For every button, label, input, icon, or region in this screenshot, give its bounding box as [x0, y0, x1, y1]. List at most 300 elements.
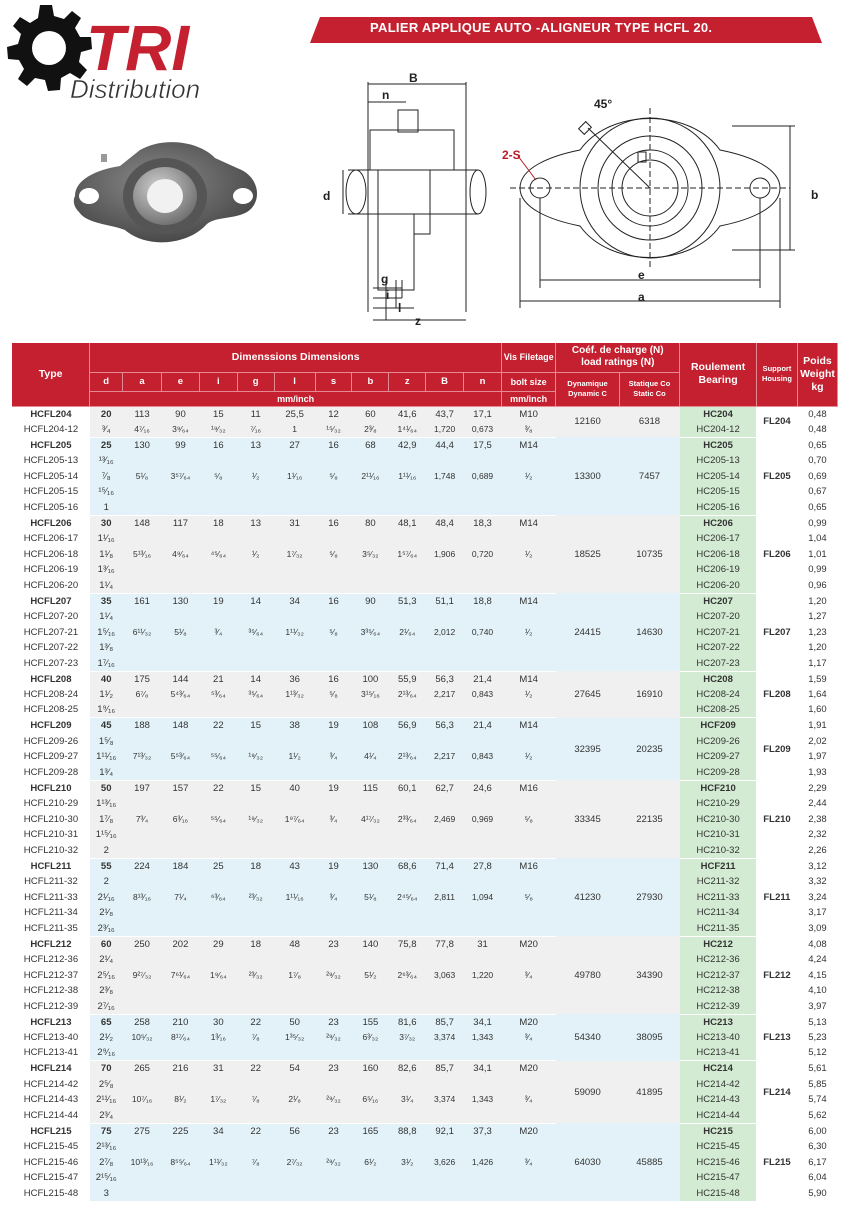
cell-a	[123, 562, 162, 578]
bearing-cell: HC209-27	[680, 749, 757, 765]
cell-B	[426, 500, 464, 516]
cell-s	[315, 1108, 352, 1124]
bearing-cell: HCF210	[680, 780, 757, 796]
cell-d: 2³⁄₄	[90, 1108, 123, 1124]
weight-cell: 0,65	[797, 500, 837, 516]
header-dynamic	[556, 372, 619, 406]
dim-label-d: d	[323, 189, 331, 203]
cell-g	[237, 609, 274, 625]
cell-d: 65	[90, 1014, 123, 1030]
weight-cell: 1,59	[797, 671, 837, 687]
weight-cell: 1,91	[797, 718, 837, 734]
weight-cell: 3,09	[797, 921, 837, 937]
cell-z	[389, 484, 426, 500]
dim-label-n: n	[382, 88, 390, 102]
cell-i	[199, 453, 237, 469]
cell-B: 2,012	[426, 624, 464, 640]
cell-e: 202	[162, 936, 200, 952]
cell-g: 22	[237, 1061, 274, 1077]
cell-i: ⁵⁵⁄₆₄	[199, 749, 237, 765]
cell-z	[389, 827, 426, 843]
cell-z: 42,9	[389, 437, 426, 453]
cell-l: 31	[274, 515, 315, 531]
cell-a	[123, 921, 162, 937]
cell-bolt	[502, 765, 556, 781]
cell-d: 1³⁄₈	[90, 640, 123, 656]
weight-cell: 2,02	[797, 733, 837, 749]
cell-s	[315, 656, 352, 672]
cell-bolt	[502, 1108, 556, 1124]
table-row	[12, 687, 838, 703]
weight-cell: 2,44	[797, 796, 837, 812]
cell-i: 18	[199, 515, 237, 531]
bearing-cell: HC207-23	[680, 656, 757, 672]
cell-n	[464, 1139, 502, 1155]
cell-l: 2⁷⁄₃₂	[274, 1155, 315, 1171]
header-weight-unit: kg	[811, 380, 824, 393]
dynamic-load: 64030	[556, 1123, 619, 1201]
cell-l	[274, 1170, 315, 1186]
cell-B	[426, 640, 464, 656]
cell-g: 15	[237, 780, 274, 796]
cell-n: 1,220	[464, 967, 502, 983]
cell-g: ¹⁄₂	[237, 546, 274, 562]
cell-i	[199, 796, 237, 812]
cell-z: 2¹³⁄₆₄	[389, 749, 426, 765]
type-cell: HCFL212-39	[12, 999, 90, 1015]
spec-group-fl205	[12, 437, 838, 515]
cell-b	[352, 827, 389, 843]
cell-a: 6⁷⁄₈	[123, 687, 162, 703]
header-col-d: d	[90, 372, 123, 391]
cell-s	[315, 500, 352, 516]
cell-e: 144	[162, 671, 200, 687]
table-row	[12, 1155, 838, 1171]
cell-b: 6³⁄₃₂	[352, 1030, 389, 1046]
table-row	[12, 593, 838, 609]
type-cell: HCFL207-21	[12, 624, 90, 640]
cell-B: 85,7	[426, 1061, 464, 1077]
table-row	[12, 718, 838, 734]
weight-cell: 2,29	[797, 780, 837, 796]
cell-bolt	[502, 702, 556, 718]
cell-s	[315, 1045, 352, 1061]
cell-a	[123, 500, 162, 516]
cell-s: ⁵⁄₈	[315, 687, 352, 703]
cell-g: 18	[237, 936, 274, 952]
table-row	[12, 1186, 838, 1202]
cell-a: 250	[123, 936, 162, 952]
header-col-a: a	[123, 372, 162, 391]
cell-z	[389, 1139, 426, 1155]
bearing-cell: HC212-39	[680, 999, 757, 1015]
cell-bolt: M20	[502, 1123, 556, 1139]
header-col-b: b	[352, 372, 389, 391]
cell-b: 2¹¹⁄₁₆	[352, 468, 389, 484]
cell-i	[199, 640, 237, 656]
cell-z	[389, 874, 426, 890]
cell-a: 5¹⁄₈	[123, 468, 162, 484]
cell-d: 1¹¹⁄₁₆	[90, 749, 123, 765]
cell-l: 54	[274, 1061, 315, 1077]
spec-group-fl207	[12, 593, 838, 671]
weight-cell: 0,48	[797, 406, 837, 422]
cell-b	[352, 578, 389, 594]
cell-d: 1⁷⁄₁₆	[90, 656, 123, 672]
cell-B: 62,7	[426, 780, 464, 796]
cell-e	[162, 1170, 200, 1186]
cell-e: 3⁹⁄₆₄	[162, 422, 200, 438]
cell-z	[389, 453, 426, 469]
cell-g: 13	[237, 515, 274, 531]
cell-d: 2⁵⁄₈	[90, 1077, 123, 1093]
table-row	[12, 952, 838, 968]
bearing-cell: HC206	[680, 515, 757, 531]
cell-bolt: ³⁄₄	[502, 1155, 556, 1171]
cell-d: 45	[90, 718, 123, 734]
cell-s	[315, 1139, 352, 1155]
cell-bolt: ¹⁄₂	[502, 468, 556, 484]
cell-b	[352, 983, 389, 999]
bearing-cell: HC205-15	[680, 484, 757, 500]
cell-d: 1³⁄₁₆	[90, 562, 123, 578]
cell-a	[123, 999, 162, 1015]
header-dimensions: Dimenssions Dimensions	[90, 343, 502, 372]
type-cell: HCFL215-46	[12, 1155, 90, 1171]
cell-s	[315, 905, 352, 921]
type-cell: HCFL211-32	[12, 874, 90, 890]
table-row	[12, 780, 838, 796]
cell-s	[315, 702, 352, 718]
cell-n: 0,843	[464, 687, 502, 703]
weight-cell: 5,12	[797, 1045, 837, 1061]
cell-B	[426, 1108, 464, 1124]
header-load	[556, 343, 680, 372]
bearing-cell: HC205	[680, 437, 757, 453]
header-dyn-fr: Dynamique	[567, 379, 608, 388]
cell-d: 2⁵⁄₁₆	[90, 967, 123, 983]
weight-cell: 4,08	[797, 936, 837, 952]
cell-a	[123, 640, 162, 656]
housing-cell: FL205	[756, 437, 797, 515]
cell-z	[389, 952, 426, 968]
spec-group-fl204	[12, 406, 838, 437]
dim-label-angle: 45°	[594, 97, 613, 111]
weight-cell: 0,99	[797, 562, 837, 578]
cell-s: 23	[315, 1014, 352, 1030]
cell-z	[389, 500, 426, 516]
cell-a: 224	[123, 858, 162, 874]
cell-n	[464, 609, 502, 625]
cell-l: 1¹¹⁄₁₆	[274, 889, 315, 905]
cell-b	[352, 609, 389, 625]
cell-a: 130	[123, 437, 162, 453]
cell-l	[274, 609, 315, 625]
static-load: 45885	[619, 1123, 679, 1201]
dim-label-z: z	[415, 314, 421, 328]
cell-z: 1¹¹⁄₁₆	[389, 468, 426, 484]
cell-d: 2¹⁄₁₆	[90, 889, 123, 905]
cell-b: 115	[352, 780, 389, 796]
bearing-cell: HC214-44	[680, 1108, 757, 1124]
cell-d: 2¹⁵⁄₁₆	[90, 1170, 123, 1186]
cell-B: 43,7	[426, 406, 464, 422]
cell-b: 5¹⁄₂	[352, 967, 389, 983]
cell-a	[123, 796, 162, 812]
cell-b	[352, 1045, 389, 1061]
cell-b	[352, 656, 389, 672]
cell-B: 44,4	[426, 437, 464, 453]
type-cell: HCFL205-13	[12, 453, 90, 469]
cell-d: 1⁹⁄₁₆	[90, 702, 123, 718]
cell-a	[123, 702, 162, 718]
table-row	[12, 936, 838, 952]
bearing-cell: HC210-31	[680, 827, 757, 843]
table-row	[12, 546, 838, 562]
type-cell: HCFL214-42	[12, 1077, 90, 1093]
cell-g	[237, 1108, 274, 1124]
cell-a	[123, 1139, 162, 1155]
type-cell: HCFL207-22	[12, 640, 90, 656]
header-bearing-fr: Roulement	[690, 361, 746, 374]
cell-z: 82,6	[389, 1061, 426, 1077]
cell-n: 37,3	[464, 1123, 502, 1139]
dynamic-load: 33345	[556, 780, 619, 858]
cell-s	[315, 640, 352, 656]
cell-z	[389, 796, 426, 812]
cell-n: 1,343	[464, 1092, 502, 1108]
cell-g: 14	[237, 593, 274, 609]
table-row	[12, 749, 838, 765]
logo-text-tri: TRI	[86, 12, 190, 84]
table-row	[12, 1123, 838, 1139]
cell-B: 56,3	[426, 718, 464, 734]
cell-n	[464, 921, 502, 937]
table-row	[12, 827, 838, 843]
cell-s: 12	[315, 406, 352, 422]
table-row	[12, 437, 838, 453]
table-row	[12, 406, 838, 422]
header-col-z: z	[389, 372, 426, 391]
weight-cell: 1,20	[797, 593, 837, 609]
cell-a	[123, 983, 162, 999]
cell-e: 5⁴³⁄₆₄	[162, 687, 200, 703]
cell-e	[162, 1186, 200, 1202]
cell-l	[274, 453, 315, 469]
weight-cell: 0,48	[797, 422, 837, 438]
cell-l: 38	[274, 718, 315, 734]
table-row	[12, 562, 838, 578]
cell-l: 1⁷⁄₃₂	[274, 546, 315, 562]
cell-d: 1¹⁄₁₆	[90, 531, 123, 547]
dynamic-load: 24415	[556, 593, 619, 671]
header-load-fr: Coéf. de charge (N)	[571, 345, 664, 357]
cell-d: 60	[90, 936, 123, 952]
cell-b: 3³⁵⁄₆₄	[352, 624, 389, 640]
cell-n	[464, 531, 502, 547]
type-cell: HCFL209-27	[12, 749, 90, 765]
cell-n: 21,4	[464, 718, 502, 734]
cell-a: 197	[123, 780, 162, 796]
header-bearing-en: Bearing	[698, 374, 738, 387]
type-cell: HCFL214	[12, 1061, 90, 1077]
cell-l	[274, 578, 315, 594]
cell-b: 100	[352, 671, 389, 687]
cell-i	[199, 952, 237, 968]
cell-a	[123, 578, 162, 594]
type-cell: HCFL206	[12, 515, 90, 531]
cell-i: ⁵⁵⁄₆₄	[199, 811, 237, 827]
cell-l: 1⁹⁷⁄₆₄	[274, 811, 315, 827]
cell-bolt: M16	[502, 858, 556, 874]
cell-a: 5¹³⁄₁₆	[123, 546, 162, 562]
cell-n	[464, 827, 502, 843]
type-cell: HCFL212-37	[12, 967, 90, 983]
cell-l: 34	[274, 593, 315, 609]
cell-d: 1⁵⁄₁₆	[90, 624, 123, 640]
cell-a: 175	[123, 671, 162, 687]
weight-cell: 1,20	[797, 640, 837, 656]
cell-e	[162, 874, 200, 890]
cell-B	[426, 1139, 464, 1155]
cell-e: 117	[162, 515, 200, 531]
bearing-cell: HC214	[680, 1061, 757, 1077]
cell-z: 41,6	[389, 406, 426, 422]
cell-e: 5¹⁄₈	[162, 624, 200, 640]
table-row	[12, 983, 838, 999]
type-cell: HCFL210-31	[12, 827, 90, 843]
bearing-cell: HC208-24	[680, 687, 757, 703]
cell-e	[162, 656, 200, 672]
cell-d: ³⁄₄	[90, 422, 123, 438]
table-row	[12, 733, 838, 749]
cell-B	[426, 531, 464, 547]
cell-B	[426, 1077, 464, 1093]
cell-n	[464, 562, 502, 578]
cell-b: 130	[352, 858, 389, 874]
cell-z: 3¹⁄₂	[389, 1155, 426, 1171]
cell-s	[315, 921, 352, 937]
cell-bolt	[502, 1186, 556, 1202]
cell-l	[274, 562, 315, 578]
cell-z: 88,8	[389, 1123, 426, 1139]
cell-b: 6¹⁄₂	[352, 1155, 389, 1171]
cell-n: 18,3	[464, 515, 502, 531]
weight-cell: 1,17	[797, 656, 837, 672]
bearing-cell: HC209-28	[680, 765, 757, 781]
bearing-cell: HC207-20	[680, 609, 757, 625]
weight-cell: 3,32	[797, 874, 837, 890]
cell-g: 18	[237, 858, 274, 874]
type-cell: HCFL205	[12, 437, 90, 453]
header-weight-en: Weight	[800, 367, 835, 380]
header-bearing	[680, 343, 757, 406]
cell-bolt	[502, 796, 556, 812]
type-cell: HCFL211-35	[12, 921, 90, 937]
cell-n: 17,1	[464, 406, 502, 422]
cell-n	[464, 983, 502, 999]
type-cell: HCFL213-41	[12, 1045, 90, 1061]
cell-bolt	[502, 827, 556, 843]
cell-i	[199, 500, 237, 516]
table-row	[12, 422, 838, 438]
cell-s: 23	[315, 936, 352, 952]
cell-b: 3¹⁵⁄₁₆	[352, 687, 389, 703]
cell-s	[315, 952, 352, 968]
cell-g	[237, 656, 274, 672]
cell-n: 0,740	[464, 624, 502, 640]
weight-cell: 5,62	[797, 1108, 837, 1124]
table-row	[12, 1170, 838, 1186]
cell-bolt	[502, 578, 556, 594]
cell-d: 2¹⁄₂	[90, 1030, 123, 1046]
cell-b: 160	[352, 1061, 389, 1077]
cell-i: 1³⁄₁₆	[199, 1030, 237, 1046]
cell-l	[274, 983, 315, 999]
header-col-s: s	[315, 372, 352, 391]
cell-bolt	[502, 733, 556, 749]
cell-bolt: M20	[502, 1061, 556, 1077]
cell-b: 5¹⁄₈	[352, 889, 389, 905]
cell-d: 30	[90, 515, 123, 531]
weight-cell: 1,23	[797, 624, 837, 640]
header-static	[619, 372, 679, 406]
cell-l	[274, 905, 315, 921]
cell-s	[315, 999, 352, 1015]
cell-l: 1⁷⁄₈	[274, 967, 315, 983]
cell-g	[237, 578, 274, 594]
cell-e	[162, 905, 200, 921]
cell-b	[352, 1139, 389, 1155]
dynamic-load: 41230	[556, 858, 619, 936]
cell-n: 0,673	[464, 422, 502, 438]
cell-a	[123, 733, 162, 749]
cell-n	[464, 952, 502, 968]
cell-s: 19	[315, 718, 352, 734]
cell-B	[426, 562, 464, 578]
housing-cell: FL207	[756, 593, 797, 671]
cell-i: 22	[199, 718, 237, 734]
cell-z: 51,3	[389, 593, 426, 609]
cell-bolt: M10	[502, 406, 556, 422]
cell-e: 99	[162, 437, 200, 453]
cell-a: 10⁷⁄₁₆	[123, 1092, 162, 1108]
housing-cell: FL210	[756, 780, 797, 858]
cell-bolt	[502, 453, 556, 469]
static-load: 16910	[619, 671, 679, 718]
cell-z: 60,1	[389, 780, 426, 796]
static-load: 6318	[619, 406, 679, 437]
cell-l	[274, 952, 315, 968]
cell-i	[199, 843, 237, 859]
page-title: PALIER APPLIQUE AUTO -ALIGNEUR TYPE HCFL 20.	[370, 20, 713, 35]
cell-g	[237, 843, 274, 859]
cell-d: 2³⁄₈	[90, 983, 123, 999]
cell-z	[389, 1045, 426, 1061]
cell-l	[274, 827, 315, 843]
cell-b: 68	[352, 437, 389, 453]
cell-l	[274, 843, 315, 859]
cell-d: 1	[90, 500, 123, 516]
header-bolt-fr: Vis Filetage	[502, 343, 556, 372]
table-row	[12, 453, 838, 469]
type-cell: HCFL211	[12, 858, 90, 874]
table-row	[12, 843, 838, 859]
cell-g	[237, 562, 274, 578]
cell-s: ²⁹⁄₃₂	[315, 1030, 352, 1046]
cell-n	[464, 733, 502, 749]
table-row	[12, 484, 838, 500]
